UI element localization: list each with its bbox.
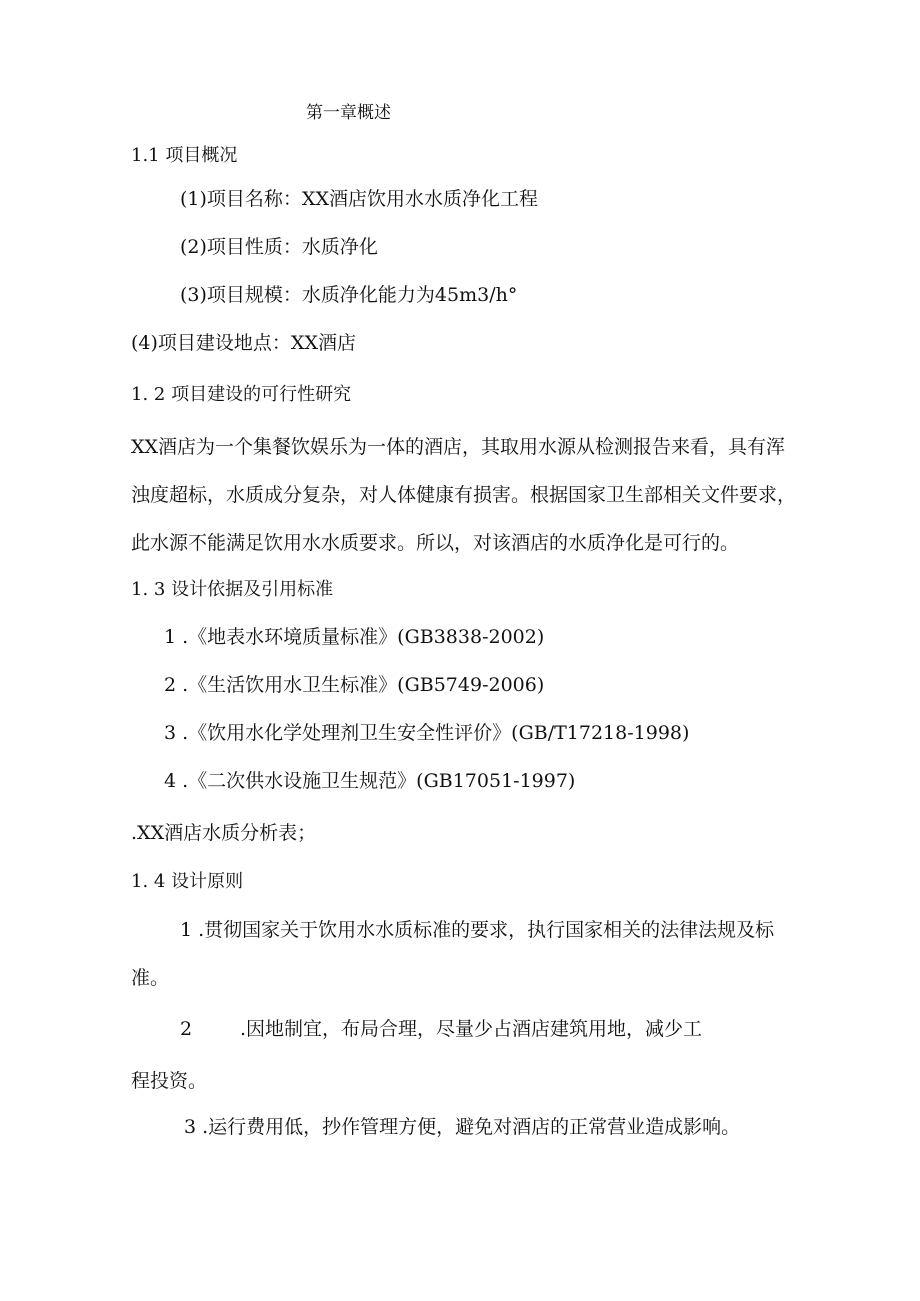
feasibility-paragraph-line: XX酒店为一个集餐饮娱乐为一体的酒店，其取用水源从检测报告来看，具有浑 bbox=[131, 436, 786, 458]
principle-1-continuation: 准。 bbox=[131, 967, 170, 989]
feasibility-paragraph-line: 此水源不能满足饮用水水质要求。所以，对该酒店的水质净化是可行的。 bbox=[131, 532, 740, 554]
water-analysis-table-ref: .XX酒店水质分析表； bbox=[131, 822, 317, 844]
standard-item: 2 .《生活饮用水卫生标准》(GB5749-2006) bbox=[164, 674, 545, 696]
principle-3-line: 3 .运行费用低，抄作管理方便，避免对酒店的正常营业造成影响。 bbox=[184, 1116, 741, 1138]
project-location-item: (4)项目建设地点：XX酒店 bbox=[131, 332, 356, 354]
principle-2-line: .因地制宜，布局合理，尽量少占酒店建筑用地，减少工 bbox=[240, 1018, 703, 1040]
project-name-item: (1)项目名称：XX酒店饮用水水质净化工程 bbox=[180, 188, 538, 210]
principle-2-number: 2 bbox=[180, 1018, 193, 1040]
project-nature-item: (2)项目性质：水质净化 bbox=[180, 236, 378, 258]
standard-item: 1 .《地表水环境质量标准》(GB3838-2002) bbox=[164, 626, 545, 648]
standard-item: 3 .《饮用水化学处理剂卫生安全性评价》(GB/T17218-1998) bbox=[164, 722, 690, 744]
principle-1-line: 1 .贯彻国家关于饮用水水质标准的要求，执行国家相关的法律法规及标 bbox=[180, 919, 775, 941]
principle-2-continuation: 程投资。 bbox=[131, 1070, 208, 1092]
section-1-4-heading: 1. 4 设计原则 bbox=[131, 871, 244, 892]
feasibility-paragraph-line: 浊度超标，水质成分复杂，对人体健康有损害。根据国家卫生部相关文件要求， bbox=[131, 484, 797, 506]
standard-item: 4 .《二次供水设施卫生规范》(GB17051-1997) bbox=[164, 770, 576, 792]
chapter-title: 第一章概述 bbox=[306, 103, 391, 123]
section-1-3-heading: 1. 3 设计依据及引用标准 bbox=[131, 579, 334, 600]
project-scale-item: (3)项目规模：水质净化能力为45m3∕h° bbox=[180, 284, 518, 306]
section-1-1-heading: 1.1 项目概况 bbox=[131, 145, 238, 166]
section-1-2-heading: 1. 2 项目建设的可行性研究 bbox=[131, 384, 352, 405]
